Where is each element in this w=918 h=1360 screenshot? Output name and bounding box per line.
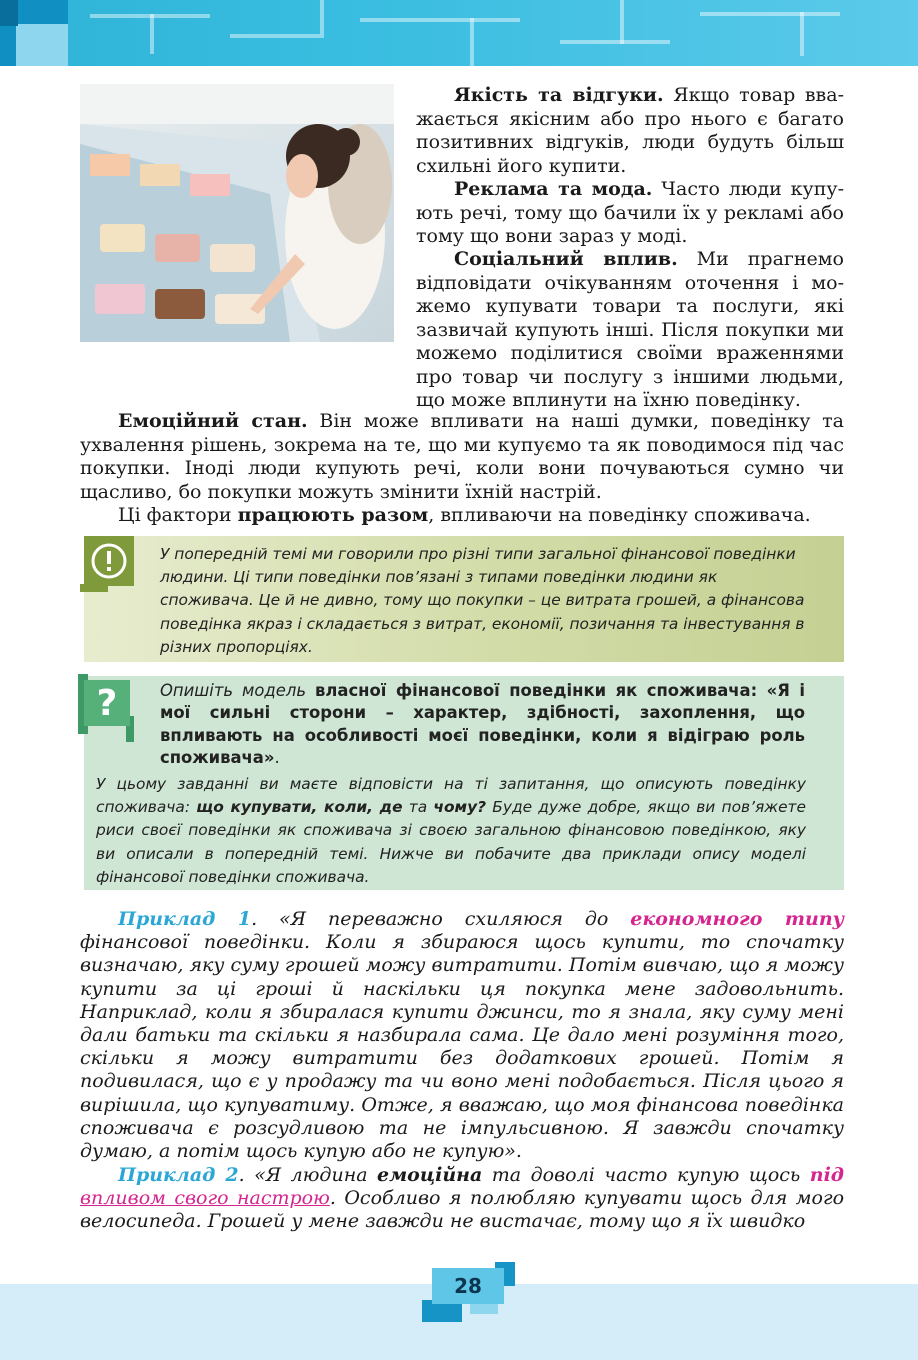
- example-2-highlight-bold: під: [809, 1164, 844, 1186]
- header-decor-line: [700, 12, 840, 16]
- ads-paragraph: [416, 178, 844, 249]
- together-bold: працюють разом: [237, 504, 429, 526]
- emotion-title: Емоційний стан.: [118, 410, 308, 432]
- example-1-pre: . «Я переважно схиляюся до: [251, 908, 631, 930]
- question-expl-mid: та: [402, 798, 434, 817]
- question-task: [160, 680, 805, 770]
- question-mark-icon: ?: [84, 680, 130, 726]
- question-explanation: [96, 773, 806, 889]
- example-2-post: . Особливо я полюбляю купувати щось для мого велосипеда. Грошей у мене завжди не вистачає, тому що я їх швидко: [80, 1187, 845, 1233]
- page-number: [432, 1268, 504, 1304]
- together-pre: Ці фактори: [118, 504, 238, 526]
- header-decor-line: [150, 14, 154, 54]
- header-decor-line: [320, 0, 324, 38]
- social-text: Ми прагнемо відповідати очікуванням оточення і можемо купувати товари та послуги, які зазвичай купують інші. Після покупки ми можемо поділитися своїми враженнями про товар чи послугу з іншими людьми, що може вплинути на їхню поведінку.: [416, 248, 844, 411]
- question-task-post: .: [274, 748, 280, 768]
- example-2-bold: емоційна: [377, 1164, 483, 1186]
- ice-cream-photo: [80, 84, 394, 342]
- header-decor-line: [360, 18, 520, 22]
- example-1: [80, 908, 844, 1163]
- together-post: , впливаючи на поведінку споживача.: [428, 504, 811, 526]
- header-decor-line: [800, 12, 804, 56]
- header-decor-line: [230, 34, 320, 38]
- page-number-text: 28: [454, 1274, 482, 1298]
- question-expl-pre: У цьому завданні ви маєте відповісти на ті запитання, що описують поведінку споживача:: [96, 775, 806, 817]
- social-title: Соціальний вплив.: [454, 248, 678, 270]
- example-2-pre: . «Я людина: [238, 1164, 378, 1186]
- header-banner: [0, 0, 918, 66]
- example-2-highlight-underline: впливом свого настрою: [80, 1187, 330, 1210]
- example-1-post: фінансової поведінки. Коли я збираюся щось купити, то спочатку визначаю, яку суму грошей можу витратити. Потім вивчаю, що я можу купити за ці гроші й наскільки ця покупка мене задовольнить. Наприклад, коли я збиралася купити джинси, то я знала, яку суму мені дали батьки та скільки я назбирала сама. Це дало мені розуміння того, скільки я можу витратити без додаткових грошей. Потім я подивилася, що є у продажу та чи воно мені подобається. Після цього я вирішила, що купуватиму. Отже, я вважаю, що моя фінансова поведінка споживача є розсудливою та не імпульсивною. Я завжди спочатку думаю, а потім щось купую або не купую».: [80, 931, 845, 1163]
- example-2-label: Приклад 2: [118, 1164, 239, 1186]
- example-2: [80, 1164, 844, 1234]
- ads-title: Реклама та мода.: [454, 178, 653, 200]
- example-2-mid: та доволі часто купую щось: [482, 1164, 810, 1186]
- social-paragraph: [416, 248, 844, 413]
- header-decor-square: [0, 0, 18, 26]
- question-task-bold: власної фінансової поведінки як споживача: «Я і мої сильні сторони – характер, здібності, захоплення, що впливають на особливості моєї поведінки, коли я відіграю роль споживача»: [160, 681, 805, 768]
- header-decor-square: [16, 24, 68, 66]
- header-decor-line: [560, 40, 670, 44]
- emotion-paragraph: [80, 410, 844, 504]
- question-task-pre: Опишіть модель: [160, 681, 316, 700]
- quality-title: Якість та відгуки.: [454, 84, 664, 106]
- quality-paragraph: [416, 84, 844, 178]
- question-expl-bold2: чому?: [433, 798, 487, 817]
- question-expl-post: Буде дуже добре, якщо ви пов’яжете риси своєї поведінки як споживача зі своєю загальною фінансовою поведінкою, яку ви описали в попередній темі. Нижче ви побачите два приклади опису моделі фінансової поведінки споживача.: [96, 798, 806, 886]
- example-1-highlight: економного типу: [630, 908, 844, 930]
- emotion-text: Він може впливати на наші думки, поведінку та ухвалення рішень, зокрема на те, що ми купуємо та як поводимося під час покупки. Іноді люди купують речі, коли вони почуваються сумно чи щасливо, бо покупки можуть змінити їхній настрій.: [80, 410, 845, 503]
- header-decor-line: [620, 0, 624, 44]
- together-paragraph: [80, 504, 844, 528]
- ads-text: Часто люди купують речі, тому що бачили їх у рекламі або тому що вони зараз у моді.: [416, 178, 844, 247]
- question-expl-bold1: що купувати, коли, де: [196, 798, 403, 817]
- exclamation-circle-icon: [84, 536, 134, 586]
- note-text: У попередній темі ми говорили про різні типи загальної фінансової поведінки людини. Ці типи поведінки пов’язані з типами поведінки людини як споживача. Це й не дивно, тому що покупки – це витрата грошей, а фінансова поведінка якраз і складається з витрат, економії, позичання та інвестування в різних пропорціях.: [160, 545, 805, 656]
- quality-text: Якщо товар вважається якісним або про нього є багато позитивних відгуків, люди будуть більш схильні його купити.: [416, 84, 844, 177]
- example-1-label: Приклад 1: [118, 908, 252, 930]
- header-decor-line: [470, 18, 474, 66]
